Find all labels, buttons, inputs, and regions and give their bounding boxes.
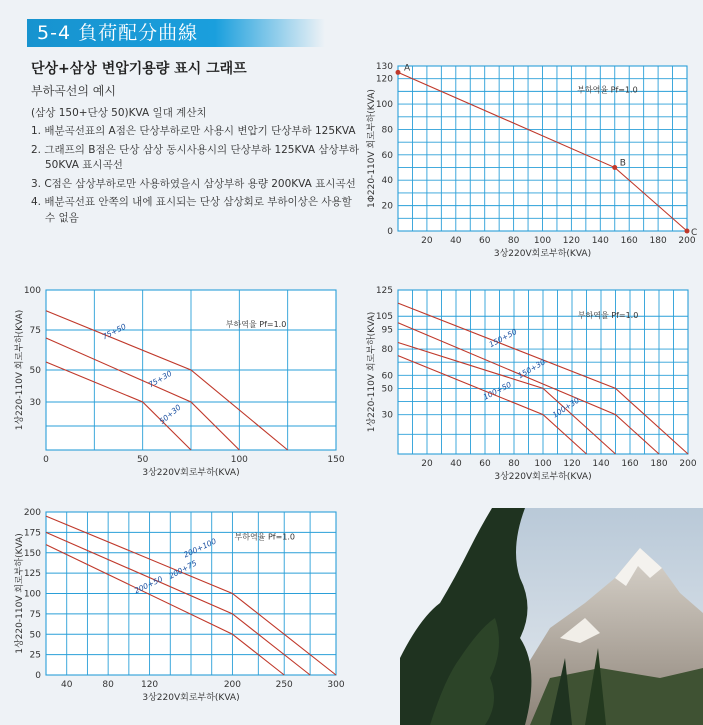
curve-point-label: A (404, 63, 411, 74)
x-tick-label: 50 (136, 455, 149, 465)
x-tick-label: 100 (534, 459, 552, 469)
y-tick-label: 80 (381, 345, 393, 356)
y-tick-label: 200 (23, 508, 41, 518)
x-tick-label: 60 (478, 236, 491, 246)
x-tick-label: 200 (679, 459, 697, 469)
x-tick-label: 40 (60, 680, 73, 690)
section-subtitle: 부하곡선의 예시 (31, 84, 116, 98)
y-tick-label: 100 (375, 100, 393, 111)
explanation-block (31, 58, 361, 229)
x-tick-label: 150 (327, 455, 345, 465)
curve-label: 200+50 (132, 574, 165, 596)
y-tick-label: 105 (375, 312, 393, 323)
y-tick-label: 30 (29, 398, 41, 408)
curve-point-label: C (691, 228, 698, 238)
x-tick-label: 40 (450, 459, 462, 469)
chart-abc-curve (360, 56, 703, 266)
x-tick-label: 20 (421, 236, 433, 246)
y-tick-label: 150 (23, 548, 41, 559)
note-item: 3. C점은 삼상부하로만 사용하였을시 삼상부하 용량 200KVA 표시곡선 (31, 177, 356, 190)
chart-75-series (0, 284, 345, 484)
curve-label: 75+30 (146, 368, 174, 390)
y-tick-label: 75 (29, 609, 41, 620)
y-tick-label: 60 (381, 371, 393, 382)
mountain-photo (400, 508, 703, 725)
curve-label: 50+30 (157, 402, 183, 426)
curve-label: 150+50 (487, 327, 519, 350)
x-tick-label: 120 (563, 459, 581, 469)
section-title: 단상+삼상 변압기용량 표시 그래프 (31, 61, 247, 77)
x-tick-label: 100 (230, 455, 248, 465)
x-tick-label: 120 (562, 236, 580, 246)
curve-point-label: B (619, 158, 626, 169)
y-axis-label: 1상220-110V 회로부하(KVA) (367, 311, 377, 433)
y-axis-label: 1Φ220-110V 회로부하(KVA) (367, 89, 377, 208)
header-fade (215, 19, 325, 47)
x-tick-label: 40 (450, 236, 462, 246)
x-tick-label: 80 (507, 236, 520, 246)
note-item: 1. 배분곡선표의 A점은 단상부하로만 사용시 변압기 단상부하 125KVA (31, 125, 356, 137)
x-tick-label: 80 (508, 459, 520, 469)
calc-note: (삼상 150+단상 50)KVA 일대 계산치 (31, 107, 207, 119)
x-axis-label: 3상220V회로부하(KVA) (142, 693, 240, 703)
note-item: 2. 그래프의 B점은 단상 삼상 동시사용시의 단상부하 125KVA 삼상부하 50KVA 표시곡선 (31, 143, 359, 171)
curve-point-marker (612, 165, 617, 170)
x-tick-label: 120 (140, 680, 159, 690)
y-tick-label: 0 (387, 227, 393, 237)
y-tick-label: 175 (23, 528, 41, 539)
y-tick-label: 50 (29, 366, 41, 376)
x-axis-label: 3상220V회로부하(KVA) (493, 249, 592, 259)
y-tick-label: 80 (381, 125, 393, 136)
curve-label: 200+100 (182, 536, 218, 560)
x-tick-label: 160 (620, 236, 638, 246)
curve-label: 200+75 (167, 558, 199, 581)
y-tick-label: 120 (375, 74, 393, 85)
x-tick-label: 180 (649, 236, 667, 246)
x-tick-label: 20 (421, 459, 433, 469)
y-tick-label: 20 (381, 201, 393, 212)
page-header (27, 19, 215, 47)
y-tick-label: 25 (29, 650, 41, 661)
curve-label: 150+30 (516, 357, 547, 381)
y-axis-label: 1상220-110V 회로부하(KVA) (15, 533, 25, 654)
y-tick-label: 75 (29, 326, 41, 336)
y-tick-label: 60 (381, 150, 393, 161)
y-tick-label: 50 (381, 384, 393, 395)
y-tick-label: 100 (23, 589, 41, 600)
y-tick-label: 125 (375, 286, 393, 296)
x-tick-label: 140 (591, 236, 609, 246)
x-tick-label: 0 (43, 455, 49, 465)
y-tick-label: 100 (23, 286, 41, 296)
chart-150-series (358, 284, 703, 494)
y-axis-label: 1상220-110V 회로부하(KVA) (15, 309, 25, 431)
note-item: 4. 배분곡선표 안쪽의 내에 표시되는 단상 삼상회로 부하이상은 사용할수 없음 (31, 196, 352, 224)
chart-200-series (0, 506, 350, 725)
y-tick-label: 0 (35, 671, 41, 681)
page-title: 5-4 負荷配分曲線 (37, 22, 199, 44)
x-tick-label: 200 (678, 236, 696, 246)
power-factor-note: 부하역율 Pf=1.0 (225, 319, 287, 329)
x-tick-label: 300 (327, 680, 345, 690)
curve-label: 75+50 (100, 321, 128, 342)
x-tick-label: 160 (621, 459, 639, 469)
y-tick-label: 130 (375, 62, 393, 72)
x-tick-label: 250 (275, 680, 293, 690)
power-factor-note: 부하역율 Pf=1.0 (577, 85, 638, 95)
curve-point-marker (396, 70, 401, 75)
x-axis-label: 3상220V회로부하(KVA) (142, 468, 240, 478)
y-tick-label: 50 (29, 630, 41, 641)
y-tick-label: 40 (381, 176, 393, 187)
x-tick-label: 100 (533, 236, 552, 246)
curve-point-marker (685, 229, 690, 234)
x-axis-label: 3상220V회로부하(KVA) (494, 472, 592, 482)
x-tick-label: 80 (102, 680, 114, 690)
x-tick-label: 180 (650, 459, 668, 469)
curve-label: 100+50 (481, 379, 513, 402)
x-tick-label: 60 (479, 459, 491, 469)
power-factor-note: 부하역율 Pf=1.0 (577, 310, 639, 320)
x-tick-label: 200 (223, 680, 242, 690)
mountain-photo-illustration (400, 508, 703, 725)
y-tick-label: 30 (381, 410, 393, 421)
y-tick-label: 125 (23, 569, 41, 580)
notes-list (31, 124, 361, 226)
x-tick-label: 140 (592, 459, 610, 469)
y-tick-label: 95 (381, 325, 393, 336)
power-factor-note: 부하역율 Pf=1.0 (234, 532, 296, 542)
curve-label: 100+30 (550, 395, 581, 420)
